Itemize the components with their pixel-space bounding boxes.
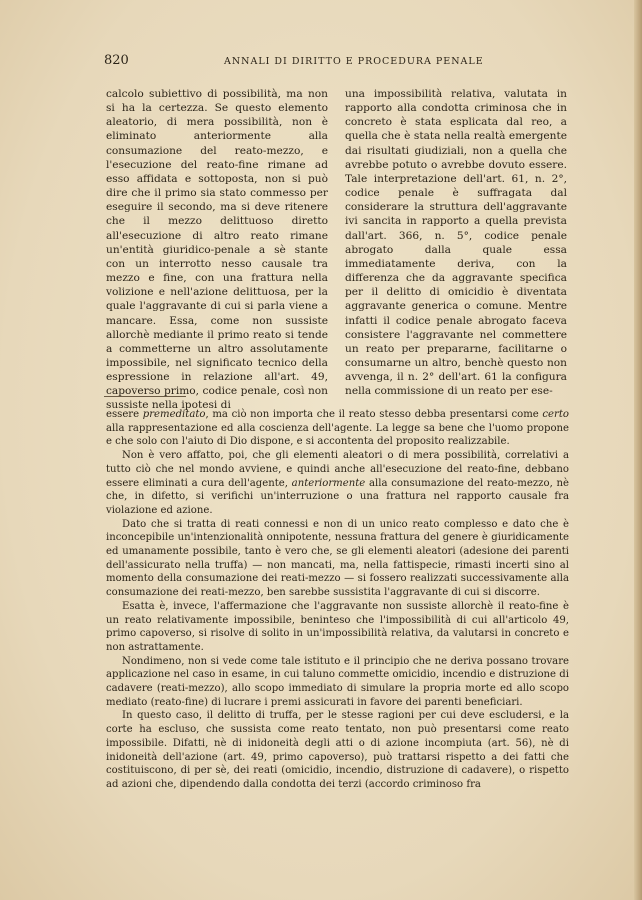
- note-paragraph-3: Dato che si tratta di reati connessi e non di un unico reato complesso e dato che è inconcepibile un'intenzionalità onnipotente, nessuna frattura del genere è giuridicamente ed umanamente possibile, tanto è vero che, se gli elementi aleatori (adesione dei parenti dell'assicurato nella truffa) — non mancati, ma, nella fattispecie, rimasti incerti sino al momento della consumazione dei reati-mezzo — si fossero realizzati successivamente alla consumazione dei reati-mezzo, ben sarebbe sussistita l'aggravante di cui si discorre.: [106, 518, 569, 599]
- text-column-left: [106, 87, 328, 413]
- note-paragraph-5: Nondimeno, non si vede come tale istituto e il principio che ne deriva possano trovare applicazione nel caso in esame, in cui taluno commette omicidio, incendio e distruzione di cadavere (reati-mezzo), allo scopo immediato di simulare la propria morte ed allo scopo mediato (reato-fine) di lucrare i premi assicurati in favore dei parenti beneficiari.: [106, 655, 569, 708]
- running-title: ANNALI DI DIRITTO E PROCEDURA PENALE: [224, 56, 484, 67]
- note-paragraph-1: essere premeditato, ma ciò non importa che il reato stesso debba presentarsi come certo alla rappresentazione ed alla coscienza dell'agente. La legge sa bene che l'uomo propone e che solo con l'aiuto di Dio dispone, e si accontenta del proposito realizzabile.: [106, 409, 569, 448]
- note-paragraph-2: Non è vero affatto, poi, che gli elementi aleatori o di mera possibilità, correlativi a tutto ciò che nel mondo avviene, e quindi anche all'esecuzione del reato-fine, debbano essere eliminati a cura dell'agente, anteriormente alla consumazione del reato-mezzo, nè che, in difetto, si verifichi un'interruzione o una frattura nel rapporto causale fra violazione ed azione.: [106, 450, 569, 516]
- column-right-text: una impossibilità relativa, valutata in rapporto alla condotta criminosa che in concreto è stata esplicata dal reo, a quella che è stata nella realtà emergente dai risultati giudiziali, non a quella che avrebbe potuto o avrebbe dovuto essere. Tale interpretazione dell'art. 61, n. 2°, codice penale è suffragata dal considerare la struttura dell'aggravante ivi sancita in rapporto a quella prevista dall'art. 366, n. 5°, codice penale abrogato dalla quale essa immediatamente deriva, con la differenza che da aggravante specifica per il delitto di omicidio è diventata aggravante generica o comune. Mentre infatti il codice penale abrogato faceva consistere l'aggravante nel commettere un reato per prepararne, facilitarne o consumarne un altro, benchè questo non avvenga, il n. 2° dell'art. 61 la configura nella commissione di un reato per ese-: [345, 88, 567, 398]
- text-column-right: [345, 87, 567, 398]
- footnote-rule: [104, 396, 186, 397]
- column-left-text: calcolo subiettivo di possibilità, ma non si ha la certezza. Se questo elemento aleatorio, di mera possibilità, non è eliminato anteriormente alla consumazione del reato-mezzo, e l'esecuzione del reato-fine rimane ad esso affidata e sottoposta, non si può dire che il primo sia stato commesso per eseguire il secondo, ma si deve ritenere che il mezzo delittuoso diretto all'esecuzione di altro reato rimane un'entità giuridico-penale a sè stante con un interrotto nesso causale tra mezzo e fine, con una frattura nella volizione e nell'azione delittuosa, per la quale l'aggravante di cui si parla viene a mancare. Essa, come non sussiste allorchè mediante il primo reato si tende a commetterne un altro assolutamente impossibile, nel significato tecnico della espressione in relazione all'art. 49, capoverso primo, codice penale, così non sussiste nella ipotesi di: [106, 88, 328, 412]
- note-paragraph-6: In questo caso, il delitto di truffa, per le stesse ragioni per cui deve escludersi, e la corte ha escluso, che sussista come reato tentato, non può presentarsi come reato impossibile. Difatti, nè di inidoneità degli atti o di azione incompiuta (art. 56), nè di inidoneità dell'azione (art. 49, primo capoverso), può trattarsi rispetto a dei fatti che costituiscono, di per sè, dei reati (omicidio, incendio, distruzione di cadavere), o rispetto ad azioni che, dipendendo dalla condotta dei terzi (accordo criminoso fra: [106, 710, 569, 790]
- note-paragraph-4: Esatta è, invece, l'affermazione che l'aggravante non sussiste allorchè il reato-fine è un reato relativamente impossibile, beninteso che l'impossibilità di cui all'articolo 49, primo capoverso, si risolve di solito in un'impossibilità relativa, da valutarsi in concreto e non astrattamente.: [106, 600, 569, 653]
- page-edge-shadow: [634, 0, 642, 900]
- page-number: 820: [104, 53, 129, 68]
- note-section: [106, 408, 569, 792]
